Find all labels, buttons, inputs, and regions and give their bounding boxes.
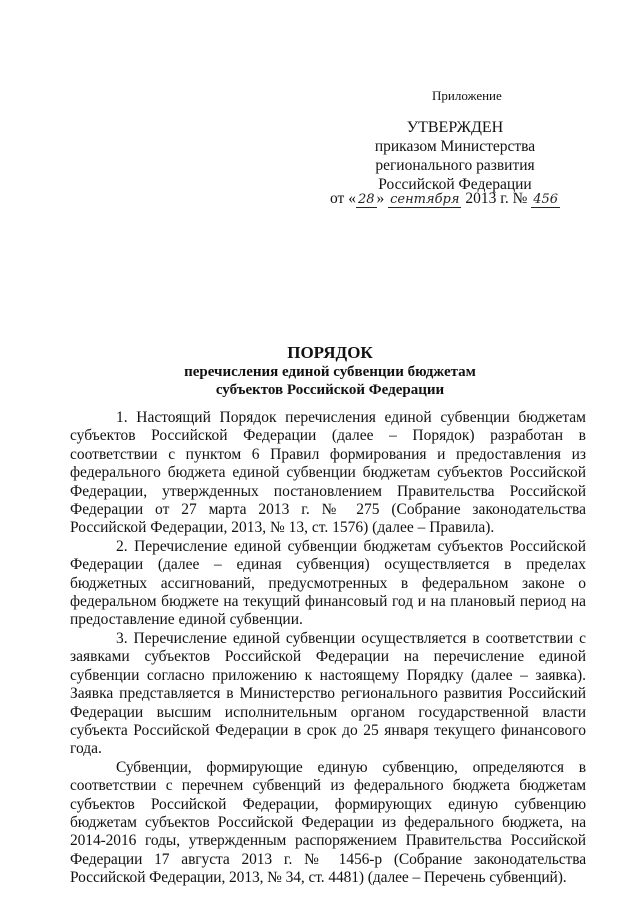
order-date-number	[330, 190, 590, 208]
document-title: ПОРЯДОК	[287, 343, 373, 362]
document-body	[70, 409, 586, 888]
document-subtitle-2: субъектов Российской Федерации	[215, 382, 445, 398]
ministry-line: регионального развития	[375, 157, 535, 174]
order-day-handwritten: 28	[357, 192, 375, 207]
document-subtitle-1: перечисления единой субвенции бюджетам	[184, 364, 476, 380]
order-month-handwritten: сентября	[390, 192, 460, 207]
appendix-label: Приложение	[432, 88, 502, 103]
order-year: 2013 г. №	[461, 190, 532, 207]
paragraph-4: Субвенции, формирующие единую субвенцию, определяются в соответствии с перечнем субвенций из федерального бюджета бюджетам субъектов Российской Федерации, формирующих единую субвенцию бюджетам субъектов Российской Федерации из федерального бюджета, на 2014-2016 годы, утвержденным распоряжением Правительства Российской Федерации 17 августа 2013 г. № 1456-р (Собрание законодательства Российской Федерации, 2013, № 34, ст. 4481) (далее – Перечень субвенций).	[70, 758, 586, 887]
paragraph-3: 3. Перечисление единой субвенции осуществляется в соответствии с заявками субъектов Российской Федерации на перечисление единой субвенции согласно приложению к настоящему Порядку (далее – заявка). Заявка представляется в Министерство регионального развития Российский Федерации высшим исполнительным органом государственной власти субъекта Российской Федерации в срок до 25 января текущего финансового года.	[70, 629, 586, 758]
order-number-handwritten: 456	[533, 192, 559, 207]
paragraph-2: 2. Перечисление единой субвенции бюджетам субъектов Российской Федерации (далее – единая субвенция) осуществляется в пределах бюджетных ассигнований, предусмотренных в федеральном законе о федеральном бюджете на текущий финансовый год и на плановый период на предоставление единой субвенции.	[70, 537, 586, 629]
order-prefix: от «	[330, 190, 356, 207]
approved-by-line: приказом Министерства	[374, 138, 536, 155]
approved-title: УТВЕРЖДЕН	[406, 119, 504, 136]
order-mid: »	[376, 190, 389, 207]
paragraph-1: 1. Настоящий Порядок перечисления единой субвенции бюджетам субъектов Российской Федерации (далее – Порядок) разработан в соответствии с пунктом 6 Правил формирования и предоставления из федерального бюджета единой субвенции бюджетам субъектов Российской Федерации, утвержденных постановлением Правительства Российской Федерации от 27 марта 2013 г. № 275 (Собрание законодательства Российской Федерации, 2013, № 13, ст. 1576) (далее – Правила).	[70, 409, 586, 537]
federation-line: Российской Федерации	[378, 176, 532, 193]
